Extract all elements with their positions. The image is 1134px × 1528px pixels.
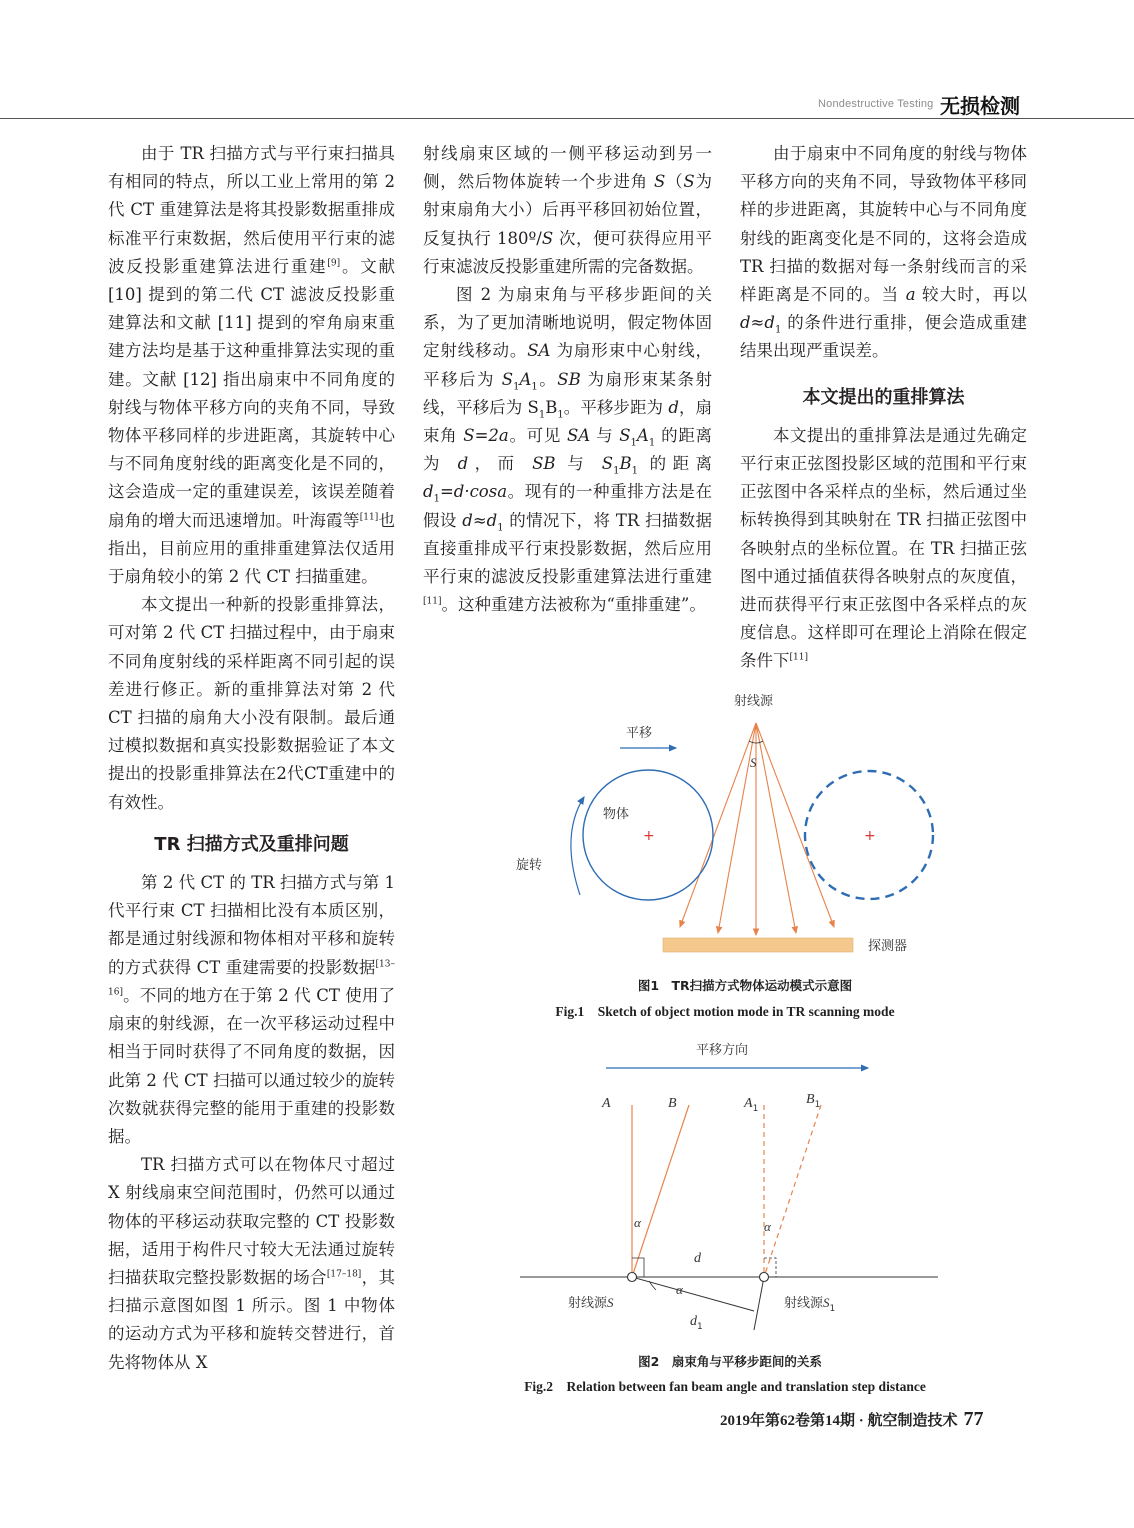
source-S-point [628, 1273, 637, 1282]
translate-label: 平移 [626, 726, 653, 741]
source-S1-label: 射线源$S_1$ [784, 1295, 836, 1314]
figure-2-caption-en: Fig.2 Relation between fan beam angle and translation step distance [524, 1379, 926, 1394]
paragraph: 本文提出的重排算法是通过先确定平行束正弦图投影区域的范围和平行束正弦图中各采样点的坐标，然后通过坐标转换得到其映射在 TR 扫描正弦图中各映射点的坐标位置。在 TR 扫描正弦图中通过插值获得各映射点的灰度值，进而获得平行束正弦图中各采样点的灰度信息。这样即可在理论上消除在假定条件下[11] [740, 425, 1027, 671]
point-B1-label: $B_1$ [806, 1092, 821, 1110]
header-rule [0, 118, 1134, 119]
ray [756, 723, 796, 933]
detector-label: 探测器 [868, 939, 908, 954]
paragraph: 图 2 为扇束角与平移步距间的关系，为了更加清晰地说明，假定物体固定射线移动。SA 为扇形束中心射线，平移后为 $S_1A_1$。SB 为扇形束某条射线，平移后为 $S_1B_1$。平移步距为 d，扇束角 S=2a。可见 SA 与 $S_1A_1$ 的距离为 d，而 SB 与 $S_1B_1$ 的距离 $d_1=d\cdot\cos a$。现有的一种重排方法是在假设 $d\approx d_1$ 的情况下，将 TR 扫描数据直接重排成平行束投影数据，然后应用平行束的滤波反投影重建算法进行重建[11]。这种重建方法被称为“重排重建”。 [423, 285, 713, 615]
figure-1-diagram [500, 685, 940, 960]
object-label: 物体 [603, 807, 630, 822]
direction-label: 平移方向 [696, 1043, 749, 1058]
detector [663, 938, 853, 952]
point-A1-label: $A_1$ [744, 1096, 759, 1114]
figure-1-caption-en: Fig.1 Sketch of object motion mode in TR scanning mode [555, 1004, 895, 1019]
point-B-label: B [668, 1096, 677, 1111]
paragraph: TR 扫描方式可以在物体尺寸超过 X 射线扇束空间范围时，仍然可以通过物体的平移运动获取完整的 CT 投影数据，适用于构件尺寸较大无法通过旋转扫描获取完整投影数据的场合[17–18]，其扫描示意图如图 1 所示。图 1 中物体的运动方式为平移和旋转交替进行，首先将物体从 X [108, 1155, 396, 1372]
object-moved-center-mark: + [864, 828, 876, 844]
alpha-label: α [634, 1215, 641, 1230]
column-3 [740, 140, 1027, 676]
alpha-label: α [676, 1282, 683, 1297]
issue-info: 2019年第62卷第14期 · 航空制造技术 [720, 1413, 958, 1429]
journal-name-en: Nondestructive Testing [818, 98, 934, 110]
paragraph: 本文提出一种新的投影重排算法，可对第 2 代 CT 扫描过程中，由于扇束不同角度射线的采样距离不同引起的误差进行修正。新的重排算法对第 2 代 CT 扫描的扇角大小没有限制。最后通过模拟数据和真实投影数据验证了本文提出的投影重排算法在2代CT重建中的有效性。 [108, 595, 395, 812]
section-heading: TR 扫描方式及重排问题 [154, 833, 349, 855]
paragraph: 由于扇束中不同角度的射线与物体平移方向的夹角不同，导致物体平移同样的步进距离，其旋转中心与不同角度射线的距离变化是不同的，这将会造成 TR 扫描的数据对每一条射线而言的采样距离是不同的。当 a 较大时，再以 $d\approx d_1$ 的条件进行重排，便会造成重建结果出现严重误差。 [740, 144, 1027, 361]
source-S-label: 射线源S [568, 1295, 614, 1311]
paragraph: 由于 TR 扫描方式与平行束扫描具有相同的特点，所以工业上常用的第 2 代 CT 重建算法是将其投影数据重排成标准平行束数据，然后使用平行束的滤波反投影重建算法进行重建[9]。文献 [10] 提到的第二代 CT 滤波反投影重建算法和文献 [11] 提到的窄角扇束重建方法均是基于这种重排算法实现的重建。文献 [12] 指出扇束中不同角度的射线与物体平移方向的夹角不同，导致物体平移同样的步进距离，其旋转中心与不同角度射线的距离变化是不同的，这会造成一定的重建误差，该误差随着扇角的增大而迅速增加。叶海霞等[11]也指出，目前应用的重排重建算法仅适用于扇角较小的第 2 代 CT 扫描重建。 [108, 144, 396, 587]
source-label: 射线源 [734, 694, 774, 709]
object-center-mark: + [643, 828, 655, 844]
page-number: 77 [963, 1408, 984, 1430]
figure-2-caption-cn: 图2 扇束角与平移步距间的关系 [638, 1354, 822, 1369]
journal-name-cn: 无损检测 [940, 94, 1020, 118]
alpha-label: α [764, 1219, 771, 1234]
paragraph: 射线扇束区域的一侧平移运动到另一侧，然后物体旋转一个步进角 S（S为射束扇角大小）后再平移回初始位置，反复执行 180º/S 次，便可获得应用平行束滤波反投影重建所需的完备数据。 [423, 144, 713, 276]
d-label: d [694, 1251, 701, 1266]
column-2 [423, 140, 712, 619]
source-S1-point [760, 1273, 769, 1282]
point-A-label: A [602, 1096, 611, 1111]
perpendicular-d1 [632, 1277, 754, 1311]
ray-S1B1 [764, 1105, 821, 1277]
figure-1-caption-cn: 图1 TR扫描方式物体运动模式示意图 [637, 978, 853, 993]
column-1 [108, 140, 395, 1377]
section-heading: 本文提出的重排算法 [802, 386, 965, 408]
page-footer [720, 1408, 984, 1431]
rotate-arrow [571, 797, 584, 895]
fan-angle-label: S [750, 755, 757, 770]
d1-label: $d_1$ [690, 1314, 703, 1332]
ray [756, 723, 834, 927]
paragraph: 第 2 代 CT 的 TR 扫描方式与第 1 代平行束 CT 扫描相比没有本质区别，都是通过射线源和物体相对平移和旋转的方式获得 CT 重建需要的投影数据[13–16]。不同的地方在于第 2 代 CT 使用了扇束的射线源，在一次平移运动过程中相当于同时获得了不同角度的数据，因此第 2 代 CT 扫描可以通过较少的旋转次数就获得完整的能用于重建的投影数据。 [108, 873, 395, 1146]
ray-SB [632, 1105, 689, 1277]
ray [680, 723, 756, 927]
rotate-label: 旋转 [516, 858, 543, 873]
perpendicular-foot [754, 1277, 764, 1330]
fan-rays [680, 723, 834, 935]
figure-2-diagram [510, 1035, 950, 1340]
